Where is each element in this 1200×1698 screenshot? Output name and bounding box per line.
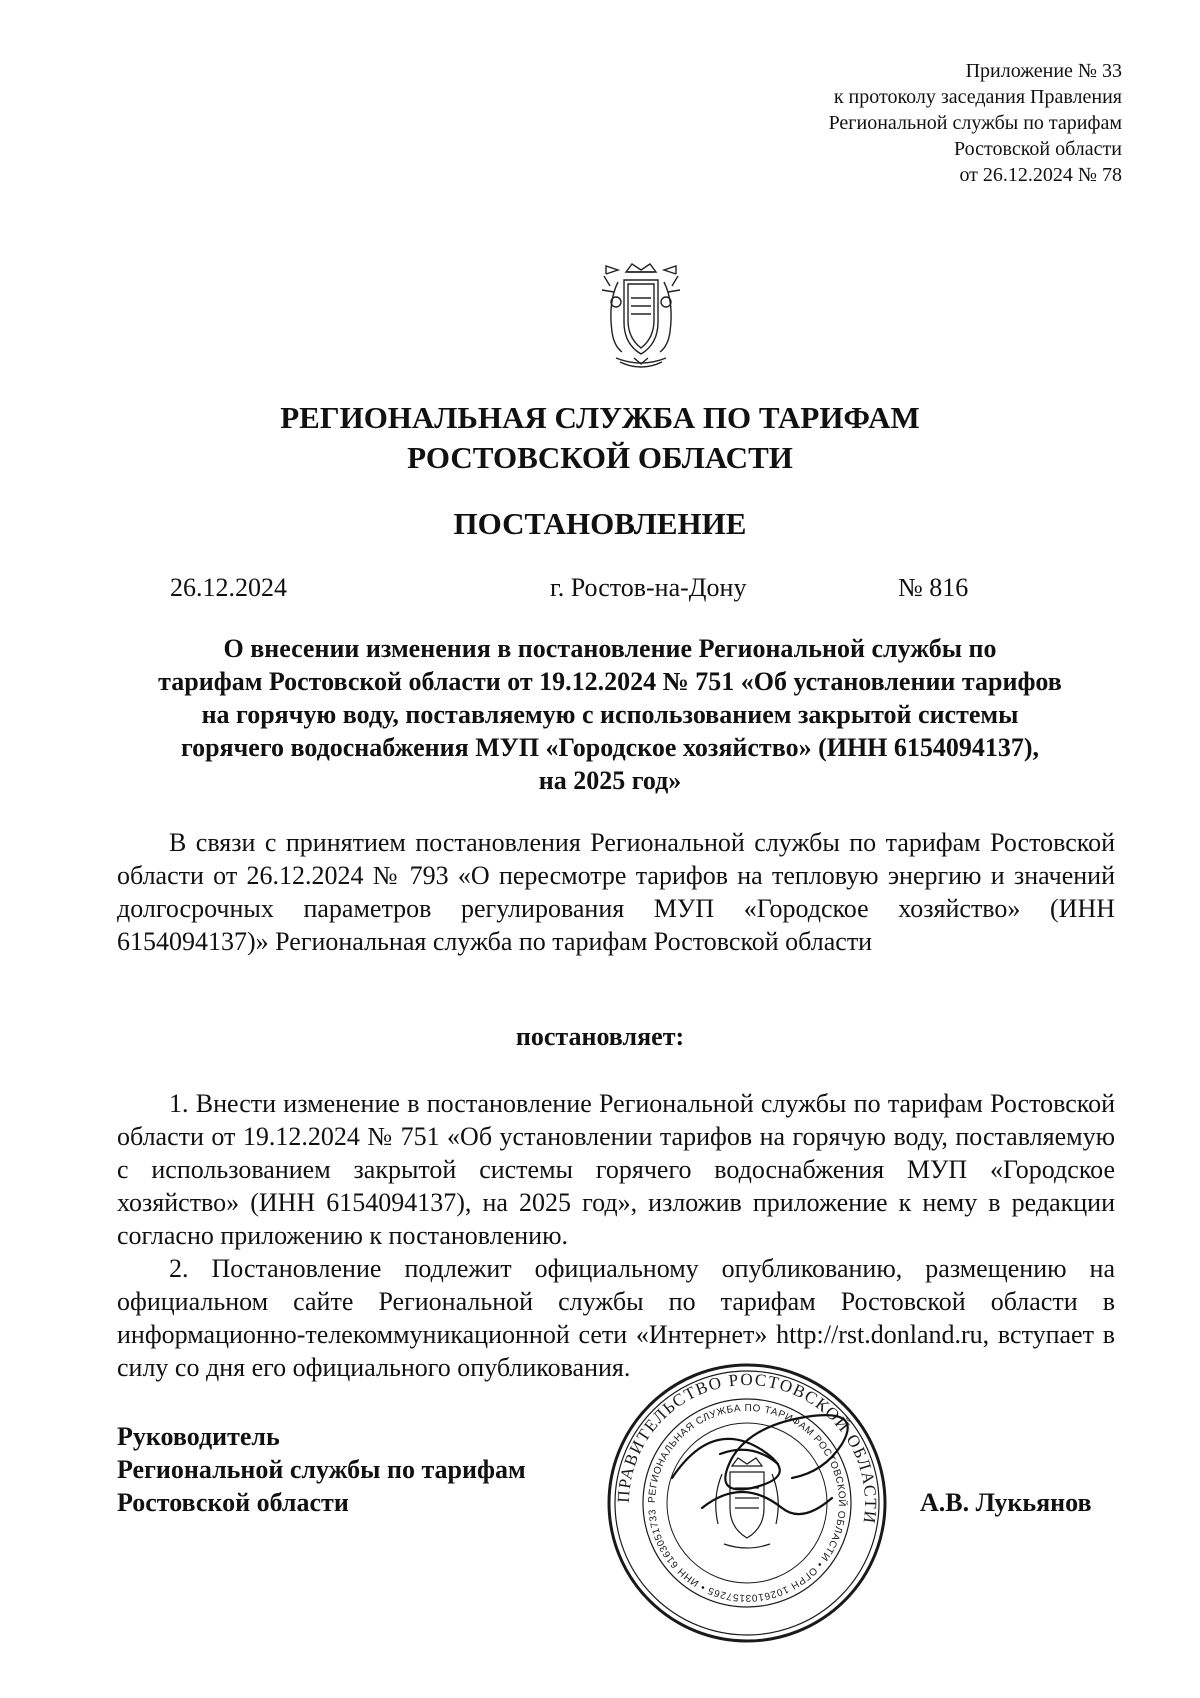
document-subject <box>110 632 1110 797</box>
decree-item-1: 1. Внести изменение в постановление Региональной службы по тарифам Ростовской области от 19.12.2024 № 751 «Об установлении тарифов на горячую воду, поставляемую с использованием закрытой системы горячего водоснабжения МУП «Городское хозяйство» (ИНН 6154094137), на 2025 год», изложив приложение к нему в редакции согласно приложению к постановлению. <box>117 1089 1115 1250</box>
annex-line: Приложение № 33 <box>965 60 1122 82</box>
document-city: г. Ростов-на-Дону <box>550 573 747 602</box>
subject-line: на горячую воду, поставляемую с использованием закрытой системы <box>201 700 1019 729</box>
document-date: 26.12.2024 <box>170 573 287 602</box>
org-line: РЕГИОНАЛЬНАЯ СЛУЖБА ПО ТАРИФАМ <box>280 400 920 435</box>
preamble-paragraph: В связи с принятием постановления Региональной службы по тарифам Ростовской области от 26.12.2024 № 793 «О пересмотре тарифов на тепловую энергию и значений долгосрочных параметров регулирования МУП «Городское хозяйство» (ИНН 6154094137)» Региональная служба по тарифам Ростовской области <box>117 828 1115 956</box>
seal-inner-text: РЕГИОНАЛЬНАЯ СЛУЖБА ПО ТАРИФАМ РОСТОВСКОЙ ОБЛАСТИ • ОГРН 1026103157265 • ИНН 6163051733 <box>646 1402 848 1604</box>
subject-line: тарифам Ростовской области от 19.12.2024 № 751 «Об установлении тарифов <box>158 667 1062 696</box>
annex-line: Ростовской области <box>954 138 1122 160</box>
decree-item-2: 2. Постановление подлежит официальному опубликованию, размещению на официальном сайте Региональной службы по тарифам Ростовской области в информационно-телекоммуникационной сети «Интернет» http://rst.donland.ru, вступает в силу со дня его официального опубликования. <box>117 1254 1115 1382</box>
subject-line: на 2025 год» <box>538 766 682 795</box>
signatory-title-line: Региональной службы по тарифам <box>117 1455 526 1484</box>
decree-word: постановляет: <box>515 1022 685 1051</box>
org-line: РОСТОВСКОЙ ОБЛАСТИ <box>407 440 793 475</box>
annex-line: от 26.12.2024 № 78 <box>959 164 1122 186</box>
document-type: ПОСТАНОВЛЕНИЕ <box>453 506 747 541</box>
document-number: № 816 <box>898 573 969 602</box>
svg-text:РЕГИОНАЛЬНАЯ СЛУЖБА ПО ТАРИФАМ <box>647 1403 849 1603</box>
signatory-name: А.В. Лукьянов <box>920 1488 1092 1517</box>
official-round-seal-icon <box>602 1358 892 1648</box>
subject-line: горячего водоснабжения МУП «Городское хозяйство» (ИНН 6154094137), <box>180 733 1040 762</box>
signatory-title-line: Руководитель <box>117 1422 280 1451</box>
annex-line: к протоколу заседания Правления <box>833 86 1122 108</box>
rostov-oblast-coat-of-arms-icon <box>596 262 686 372</box>
signatory-title-line: Ростовской области <box>117 1488 349 1517</box>
annex-reference <box>829 58 1122 188</box>
signatory-title <box>117 1420 526 1519</box>
annex-line: Региональной службы по тарифам <box>828 112 1122 134</box>
organization-name <box>0 398 1200 478</box>
seal-outer-text: ПРАВИТЕЛЬСТВО РОСТОВСКОЙ ОБЛАСТИ <box>613 1369 881 1526</box>
subject-line: О внесении изменения в постановление Региональной службы по <box>223 634 997 663</box>
